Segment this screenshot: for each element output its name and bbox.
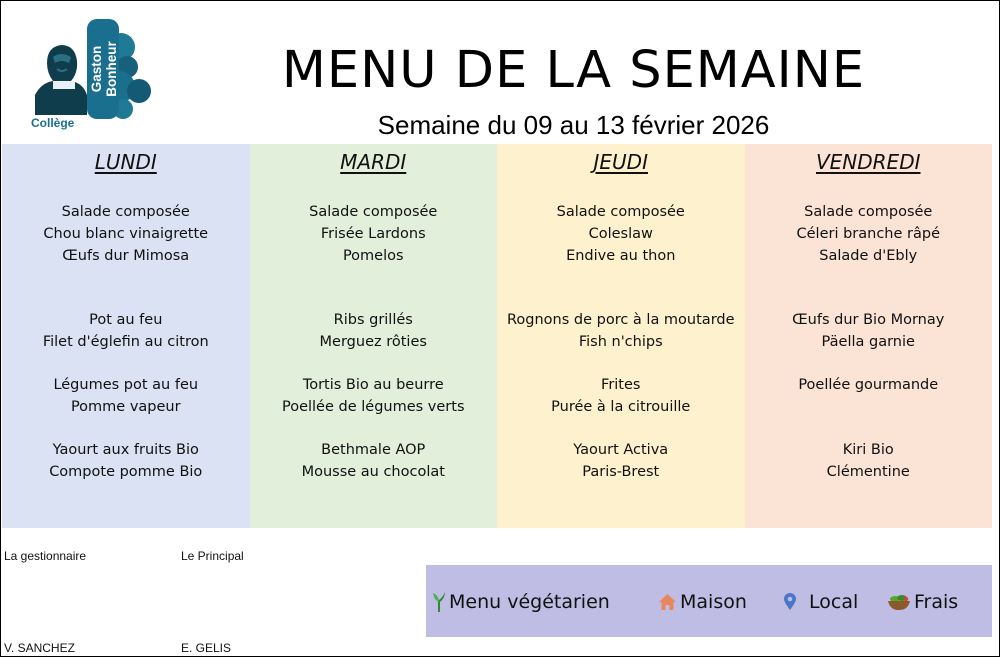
day-name: VENDREDI: [815, 150, 921, 174]
legend-box: [426, 565, 992, 637]
dish: Salade composée: [309, 204, 438, 220]
dish: Légumes pot au feu: [53, 377, 199, 393]
dish: Salade composée: [556, 204, 685, 220]
logo-college-text: Collège: [31, 116, 75, 130]
entrees: [2, 202, 250, 267]
college-logo: [31, 17, 155, 137]
legend-label: Menu végétarien: [449, 591, 610, 613]
dish: Päella garnie: [821, 333, 915, 350]
desserts: [745, 440, 993, 484]
logo-name-text: Gaston Bonheur: [89, 41, 119, 97]
dish: Poellée gourmande: [798, 377, 939, 393]
accompagnements: [250, 375, 498, 419]
legend-label: Local: [809, 591, 859, 613]
plats: [497, 310, 745, 354]
day-column-mardi: [250, 144, 498, 528]
legend-label: Maison: [680, 591, 747, 613]
plats: [2, 310, 250, 354]
principal-label: Le Principal: [181, 549, 244, 563]
dish: Tortis Bio au beurre: [302, 377, 444, 393]
dish: Clémentine: [826, 463, 910, 480]
legend-vegetarien: [432, 591, 610, 613]
day-column-vendredi: [745, 144, 993, 528]
dish: Filet d'églefin au citron: [42, 333, 209, 350]
desserts: [250, 440, 498, 484]
entrees: [497, 202, 745, 267]
day-name: JEUDI: [593, 150, 648, 174]
menu-days: [2, 144, 992, 528]
entrees: [745, 202, 993, 267]
dish: Chou blanc vinaigrette: [43, 225, 209, 242]
dish: Frisée Lardons: [320, 225, 426, 242]
dish: Œufs dur Mimosa: [62, 247, 190, 264]
dish: Œufs dur Bio Mornay: [792, 312, 945, 328]
dish: Frites: [601, 377, 641, 393]
gestionnaire-label: La gestionnaire: [4, 549, 87, 563]
accompagnements: [745, 375, 993, 397]
dish: Pomme vapeur: [70, 398, 181, 415]
legend-maison: [658, 591, 747, 613]
legend-label: Frais: [914, 591, 959, 613]
dish: Fish n'chips: [578, 333, 663, 350]
day-column-lundi: [2, 144, 250, 528]
dish: Compote pomme Bio: [49, 463, 203, 480]
day-column-jeudi: [497, 144, 745, 528]
dish: Coleslaw: [588, 225, 653, 242]
dish: Poellée de légumes verts: [281, 398, 465, 415]
dish: Purée à la citrouille: [551, 398, 691, 415]
gestionnaire-name: V. SANCHEZ: [4, 641, 75, 655]
house-icon: [658, 593, 677, 611]
accompagnements: [497, 375, 745, 419]
dish: Pot au feu: [89, 312, 163, 328]
desserts: [497, 440, 745, 484]
dish: Salade d'Ebly: [819, 247, 918, 264]
dish: Merguez rôties: [319, 333, 427, 350]
day-name: MARDI: [340, 150, 407, 174]
page-title: MENU DE LA SEMAINE: [281, 41, 866, 100]
dish: Ribs grillés: [333, 312, 413, 328]
dish: Mousse au chocolat: [301, 463, 445, 480]
dish: Rognons de porc à la moutarde: [506, 312, 735, 328]
plats: [745, 310, 993, 354]
dish: Salade composée: [61, 204, 190, 220]
legend-frais: [887, 591, 958, 613]
dish: Pomelos: [342, 247, 404, 264]
dish: Yaourt Activa: [573, 442, 669, 458]
dish: Yaourt aux fruits Bio: [52, 442, 199, 458]
dish: Céleri branche râpé: [796, 225, 940, 242]
day-name: LUNDI: [94, 150, 157, 174]
dish: Salade composée: [804, 204, 933, 220]
desserts: [2, 440, 250, 484]
dish: Bethmale AOP: [321, 442, 426, 458]
principal-name: E. GELIS: [181, 641, 232, 655]
dish: Paris-Brest: [582, 463, 660, 480]
salad-bowl-icon: [887, 593, 911, 611]
accompagnements: [2, 375, 250, 419]
location-pin-icon: [783, 593, 797, 611]
legend-local: [783, 591, 858, 613]
week-subtitle: Semaine du 09 au 13 février 2026: [377, 110, 770, 140]
sprout-icon: [432, 592, 446, 612]
entrees: [250, 202, 498, 267]
plats: [250, 310, 498, 354]
dish: Kiri Bio: [842, 442, 894, 458]
dish: Endive au thon: [566, 247, 676, 264]
